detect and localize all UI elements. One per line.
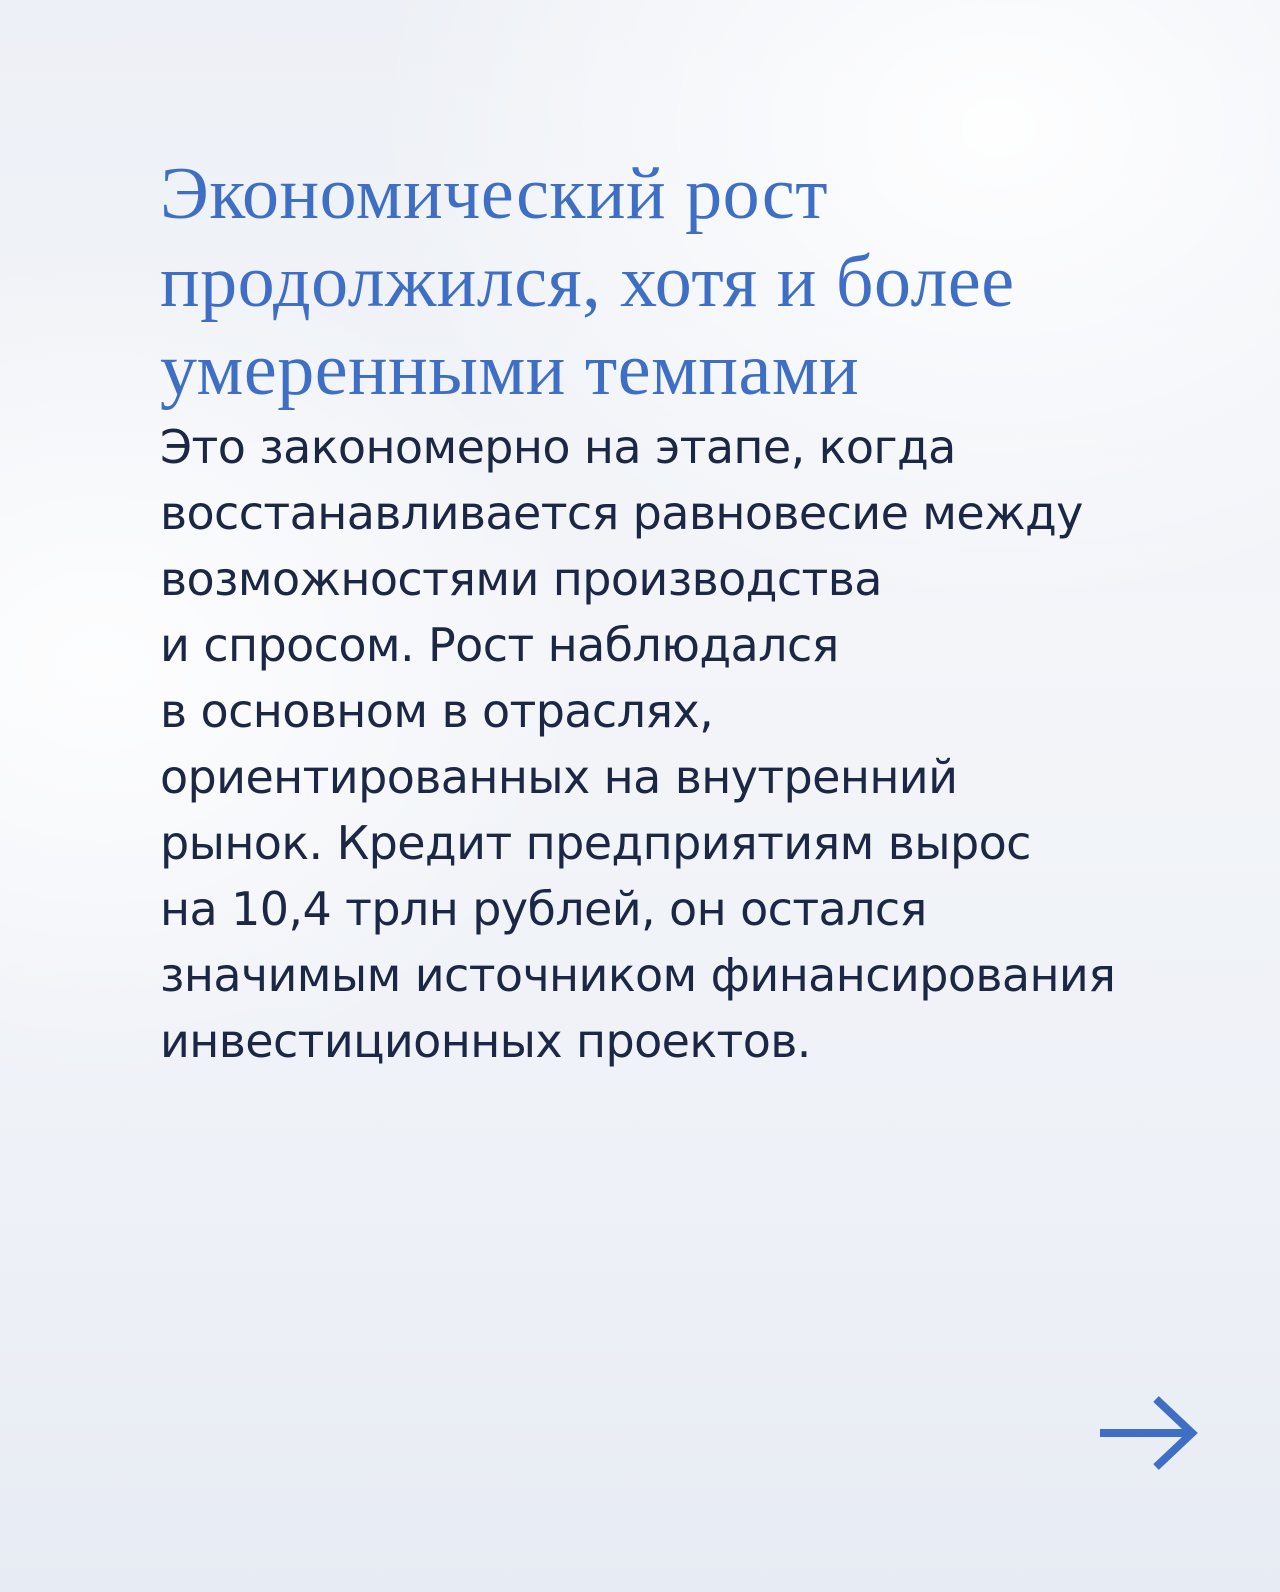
body-line: Это закономерно на этапе, когда — [160, 420, 956, 474]
arrow-right-icon — [1094, 1393, 1204, 1473]
body-line: инвестиционных проектов. — [160, 1014, 811, 1068]
slide-title — [160, 150, 1160, 414]
body-line: восстанавливается равновесие между — [160, 486, 1083, 540]
title-line: умеренными темпами — [160, 329, 860, 411]
body-line: на 10,4 трлн рублей, он остался — [160, 882, 927, 936]
body-line: и спросом. Рост наблюдался — [160, 618, 839, 672]
body-line: возможностями производства — [160, 552, 882, 606]
title-line: продолжился, хотя и более — [160, 241, 1015, 323]
body-line: рынок. Кредит предприятиям вырос — [160, 816, 1031, 870]
body-line: значимым источником финансирования — [160, 948, 1116, 1002]
body-line: ориентированных на внутренний — [160, 750, 958, 804]
body-line: в основном в отраслях, — [160, 684, 714, 738]
slide-body-text — [160, 414, 1220, 1074]
title-line: Экономический рост — [160, 153, 829, 235]
next-slide-button[interactable] — [1094, 1393, 1204, 1473]
